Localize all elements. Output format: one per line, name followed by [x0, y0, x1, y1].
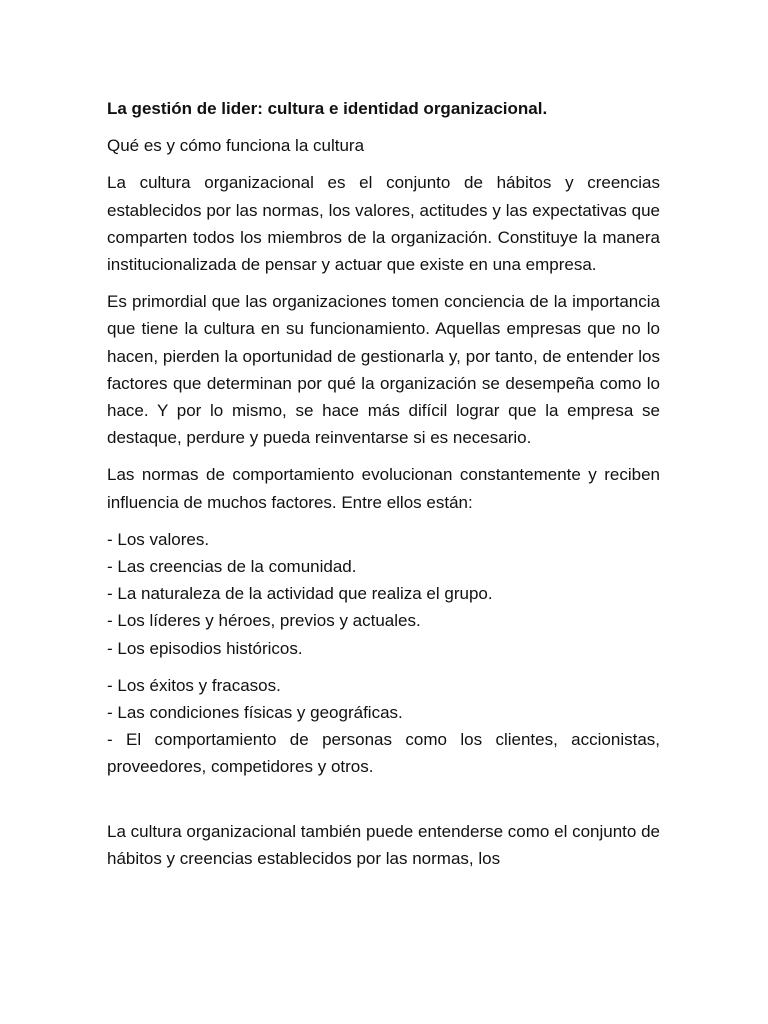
list-item: - Las creencias de la comunidad.: [107, 557, 357, 577]
list-item: - Los líderes y héroes, previos y actuales.: [107, 611, 421, 631]
list-item: - Los valores.: [107, 529, 210, 549]
section-heading: Qué es y cómo funciona la cultura: [107, 136, 365, 156]
paragraph-definition: La cultura organizacional es el conjunto de hábitos y creencias establecidos por las normas, los valores, actitudes y las expectativas que comparten todos los miembros de la organización. Constituye la manera institucionalizada de pensar y actuar que existe en una empresa.: [107, 173, 660, 275]
blank-line: [107, 791, 660, 818]
list-item: - Los éxitos y fracasos.: [107, 675, 281, 695]
document-page: [107, 95, 660, 882]
paragraph-closing: La cultura organizacional también puede entenderse como el conjunto de hábitos y creencias establecidos por las normas, los: [107, 821, 660, 868]
paragraph-norms: Las normas de comportamiento evolucionan constantemente y reciben influencia de muchos factores. Entre ellos están:: [107, 465, 660, 512]
list-item: - La naturaleza de la actividad que realiza el grupo.: [107, 584, 493, 604]
document-title: La gestión de lider: cultura e identidad organizacional.: [107, 99, 548, 118]
list-item: - El comportamiento de personas como los clientes, accionistas, proveedores, competidores y otros.: [107, 730, 660, 777]
paragraph-importance: Es primordial que las organizaciones tomen conciencia de la importancia que tiene la cultura en su funcionamiento. Aquellas empresas que no lo hacen, pierden la oportunidad de gestionarla y, por tanto, de entender los factores que determinan por qué la organización se desempeña como lo hace. Y por lo mismo, se hace más difícil lograr que la empresa se destaque, perdure y pueda reinventarse si es necesario.: [107, 292, 660, 448]
factors-list-a: [107, 526, 660, 662]
list-item: - Los episodios históricos.: [107, 638, 303, 658]
factors-list-b: [107, 672, 660, 781]
list-item: - Las condiciones físicas y geográficas.: [107, 703, 403, 723]
